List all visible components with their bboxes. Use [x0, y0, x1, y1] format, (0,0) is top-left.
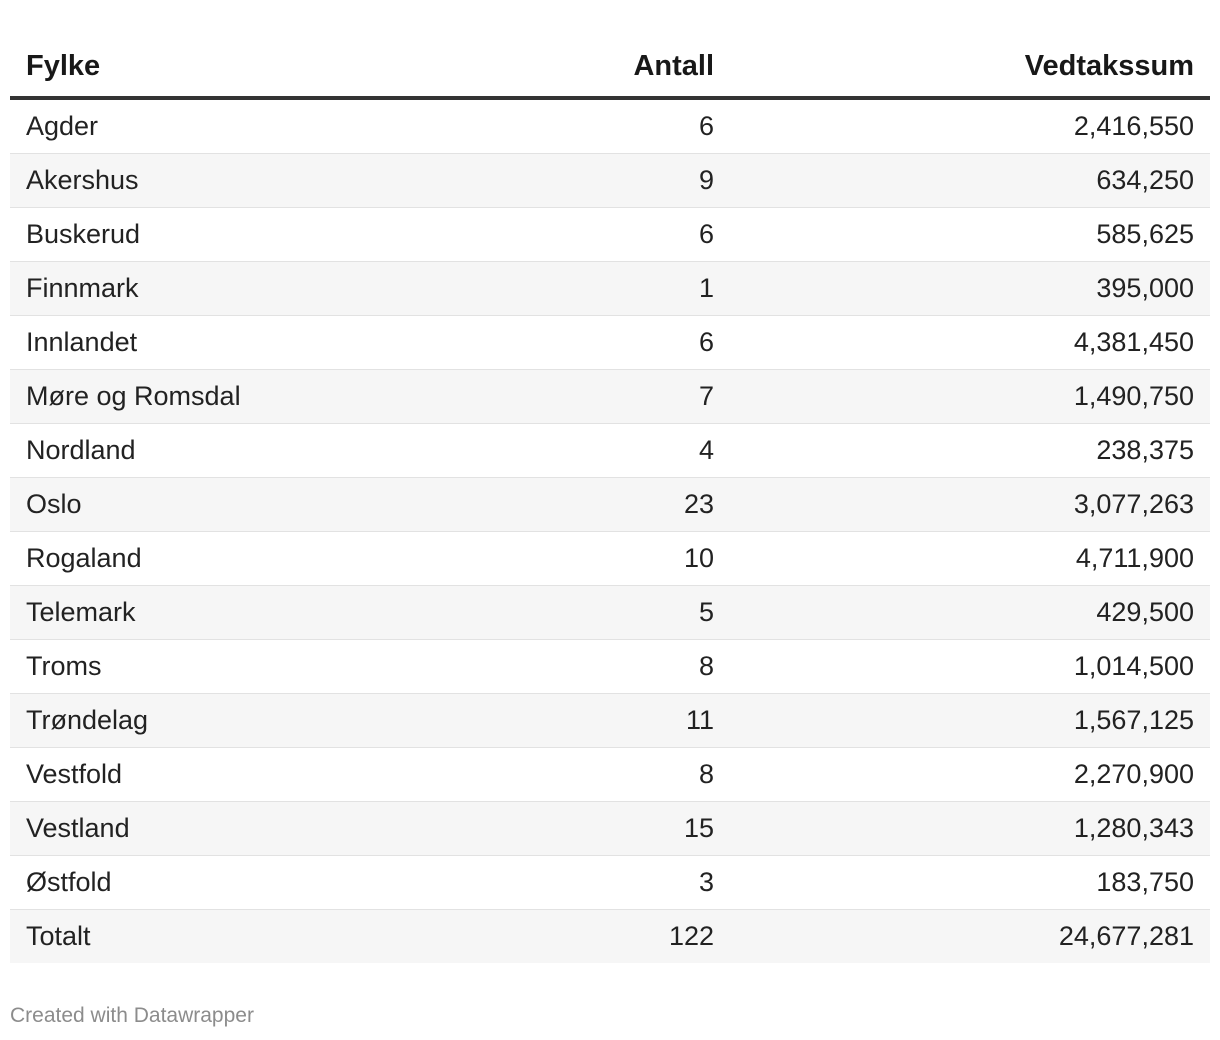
table-body	[10, 98, 1210, 963]
cell-antall: 11	[410, 694, 730, 748]
cell-vedtakssum: 585,625	[730, 208, 1210, 262]
table-row	[10, 802, 1210, 856]
cell-fylke: Vestfold	[10, 748, 410, 802]
column-header-fylke[interactable]: Fylke	[10, 36, 410, 98]
cell-fylke: Finnmark	[10, 262, 410, 316]
table-header	[10, 36, 1210, 98]
total-label: Totalt	[10, 910, 410, 964]
total-vedtakssum: 24,677,281	[730, 910, 1210, 964]
cell-antall: 6	[410, 98, 730, 154]
cell-vedtakssum: 238,375	[730, 424, 1210, 478]
cell-fylke: Vestland	[10, 802, 410, 856]
cell-fylke: Østfold	[10, 856, 410, 910]
cell-fylke: Troms	[10, 640, 410, 694]
table-row	[10, 262, 1210, 316]
table-row	[10, 586, 1210, 640]
table-row	[10, 154, 1210, 208]
table-row	[10, 694, 1210, 748]
cell-vedtakssum: 1,567,125	[730, 694, 1210, 748]
cell-antall: 15	[410, 802, 730, 856]
header-row	[10, 36, 1210, 98]
cell-antall: 3	[410, 856, 730, 910]
table-row	[10, 98, 1210, 154]
cell-fylke: Trøndelag	[10, 694, 410, 748]
cell-vedtakssum: 4,711,900	[730, 532, 1210, 586]
table-row	[10, 316, 1210, 370]
cell-fylke: Akershus	[10, 154, 410, 208]
column-header-vedtakssum[interactable]: Vedtakssum	[730, 36, 1210, 98]
cell-antall: 7	[410, 370, 730, 424]
table-row	[10, 208, 1210, 262]
cell-antall: 10	[410, 532, 730, 586]
data-table-container	[10, 36, 1210, 963]
cell-antall: 8	[410, 748, 730, 802]
cell-vedtakssum: 3,077,263	[730, 478, 1210, 532]
total-antall: 122	[410, 910, 730, 964]
cell-antall: 5	[410, 586, 730, 640]
cell-vedtakssum: 183,750	[730, 856, 1210, 910]
cell-vedtakssum: 1,014,500	[730, 640, 1210, 694]
cell-antall: 1	[410, 262, 730, 316]
cell-vedtakssum: 395,000	[730, 262, 1210, 316]
cell-fylke: Agder	[10, 98, 410, 154]
table-row	[10, 478, 1210, 532]
cell-fylke: Møre og Romsdal	[10, 370, 410, 424]
cell-fylke: Telemark	[10, 586, 410, 640]
table-row	[10, 748, 1210, 802]
cell-vedtakssum: 2,270,900	[730, 748, 1210, 802]
cell-antall: 8	[410, 640, 730, 694]
cell-fylke: Oslo	[10, 478, 410, 532]
table-row	[10, 370, 1210, 424]
cell-antall: 6	[410, 208, 730, 262]
cell-vedtakssum: 4,381,450	[730, 316, 1210, 370]
cell-fylke: Innlandet	[10, 316, 410, 370]
cell-vedtakssum: 634,250	[730, 154, 1210, 208]
datawrapper-credit[interactable]: Created with Datawrapper	[10, 1004, 254, 1027]
table-row	[10, 856, 1210, 910]
total-row	[10, 910, 1210, 964]
cell-fylke: Nordland	[10, 424, 410, 478]
cell-fylke: Rogaland	[10, 532, 410, 586]
column-header-antall[interactable]: Antall	[410, 36, 730, 98]
cell-antall: 9	[410, 154, 730, 208]
data-table	[10, 36, 1210, 963]
cell-vedtakssum: 2,416,550	[730, 98, 1210, 154]
cell-vedtakssum: 1,280,343	[730, 802, 1210, 856]
cell-vedtakssum: 1,490,750	[730, 370, 1210, 424]
cell-antall: 6	[410, 316, 730, 370]
table-row	[10, 532, 1210, 586]
cell-fylke: Buskerud	[10, 208, 410, 262]
cell-vedtakssum: 429,500	[730, 586, 1210, 640]
table-row	[10, 424, 1210, 478]
cell-antall: 23	[410, 478, 730, 532]
table-row	[10, 640, 1210, 694]
cell-antall: 4	[410, 424, 730, 478]
